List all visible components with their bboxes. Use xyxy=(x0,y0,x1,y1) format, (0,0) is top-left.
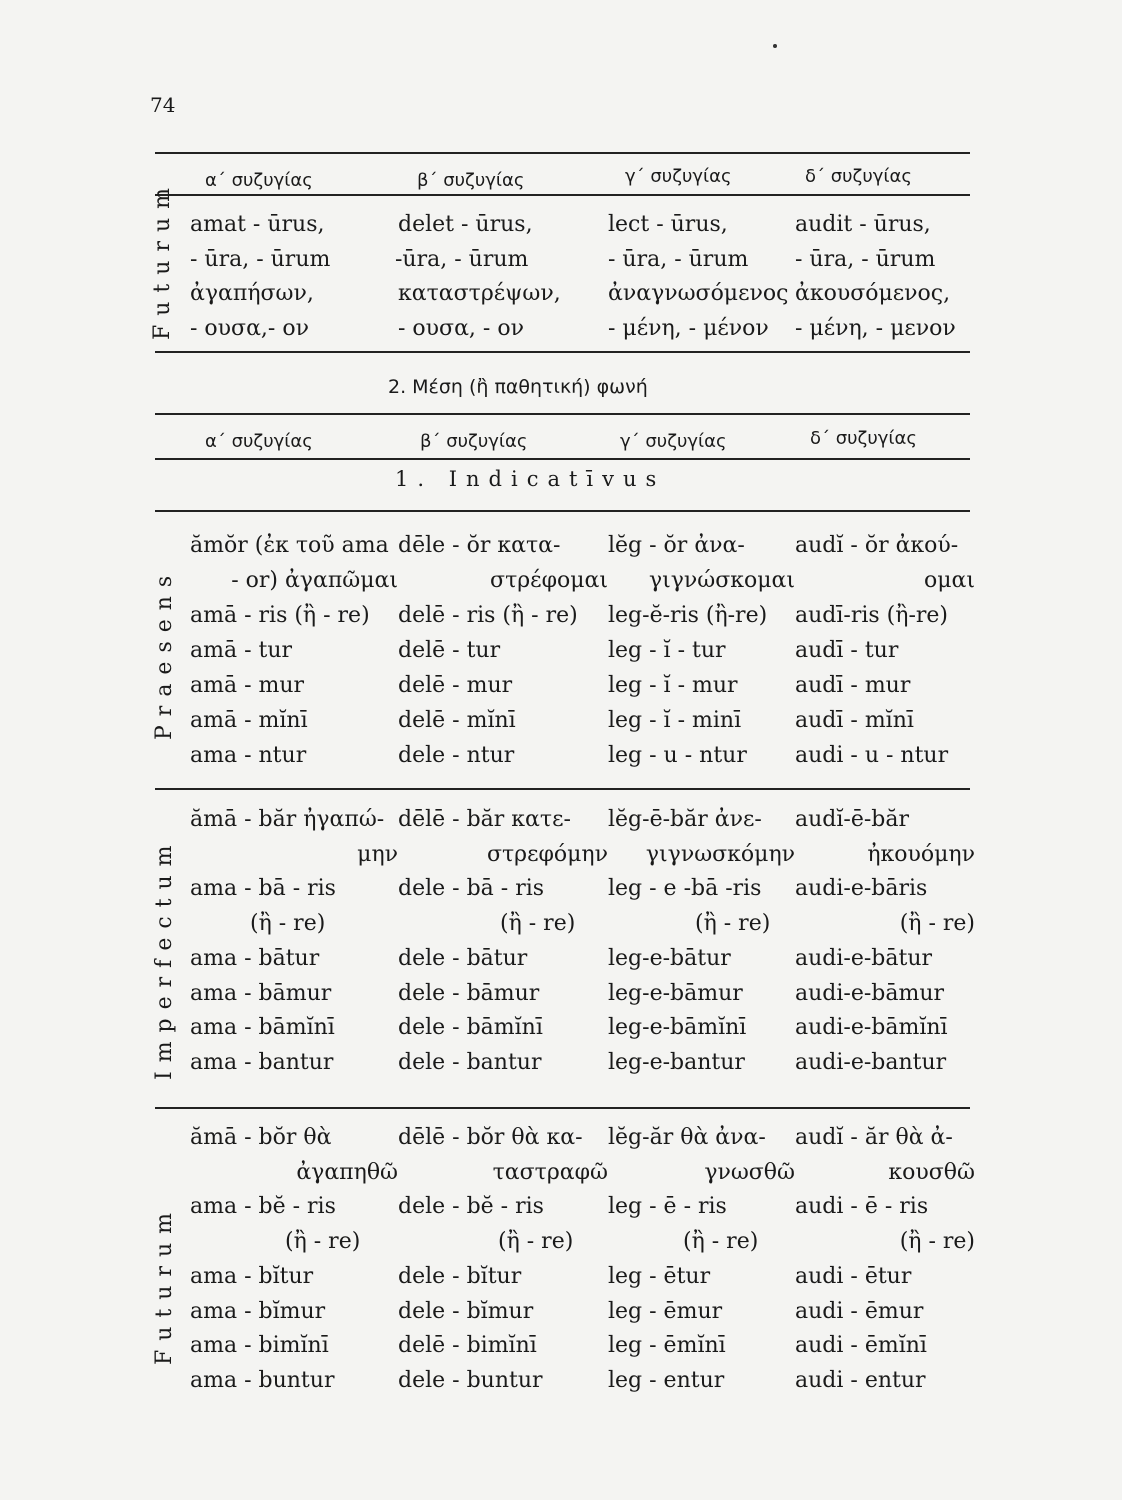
praesens-cell-r1-c2: dēle - ŏr κατα- xyxy=(398,533,561,558)
imperfectum-cell-r3-c2: dele - bā - ris xyxy=(398,876,545,902)
rule-top xyxy=(155,152,970,154)
imperfectum-cell-r1-c1: ămā - băr ἠγαπώ- xyxy=(190,807,385,832)
participle-cell-r1-c1: amat - ūrus, xyxy=(190,212,325,237)
header-col4: δ΄ συζυγίας xyxy=(805,166,912,187)
imperfectum-cell-r8-c3: leg-e-bantur xyxy=(608,1049,745,1075)
scan-speck xyxy=(773,44,777,48)
futurum-cell-r2-c2: ταστραφῶ xyxy=(492,1159,608,1185)
imperfectum-cell-r5-c4: audi-e-bātur xyxy=(795,945,933,971)
praesens-cell-r2-c2: στρέφομαι xyxy=(490,568,608,593)
rule-praesens-bottom xyxy=(155,788,970,790)
futurum-cell-r2-c3: γνωσθῶ xyxy=(704,1159,795,1185)
imperfectum-cell-r2-c1: μην xyxy=(357,841,398,867)
participle-cell-r1-c2: delet - ūrus, xyxy=(398,212,533,237)
imperfectum-cell-r2-c3: γιγνωσκόμην xyxy=(645,841,795,867)
participle-cell-r1-c3: lect - ūrus, xyxy=(608,212,728,237)
tense-label-futurum: Futurum xyxy=(152,1204,177,1365)
participle-cell-r2-c3: - ūra, - ūrum xyxy=(608,246,749,272)
imperfectum-cell-r7-c2: dele - bāmĭnī xyxy=(398,1015,543,1041)
tense-label-participle-futurum: Futurum xyxy=(150,179,175,340)
imperfectum-cell-r8-c1: ama - bantur xyxy=(190,1049,334,1075)
imperfectum-cell-r4-c4: (ἢ - re) xyxy=(899,911,975,937)
imperfectum-cell-r1-c2: dēlē - băr κατε- xyxy=(398,807,571,832)
rule-imperfectum-bottom xyxy=(155,1107,970,1109)
praesens-cell-r3-c3: leg-ĕ-ris (ἢ-re) xyxy=(608,603,768,628)
participle-cell-r4-c2: - ουσα, - ον xyxy=(398,315,524,341)
imperfectum-cell-r3-c1: ama - bā - ris xyxy=(190,876,336,902)
praesens-cell-r5-c2: delē - mur xyxy=(398,673,513,698)
praesens-cell-r5-c4: audī - mur xyxy=(795,673,911,698)
futurum-cell-r7-c2: delē - bimĭnī xyxy=(398,1333,537,1359)
futurum-cell-r6-c1: ama - bĭmur xyxy=(190,1298,326,1324)
futurum-cell-r8-c2: dele - buntur xyxy=(398,1367,543,1393)
praesens-cell-r6-c1: amā - mĭnī xyxy=(190,708,308,733)
imperfectum-cell-r6-c1: ama - bāmur xyxy=(190,980,332,1006)
futurum-cell-r7-c1: ama - bimĭnī xyxy=(190,1333,329,1359)
praesens-cell-r7-c1: ama - ntur xyxy=(190,743,307,768)
page-number: 74 xyxy=(150,93,176,117)
rule-header2-top xyxy=(155,413,970,415)
imperfectum-cell-r7-c1: ama - bāmĭnī xyxy=(190,1015,335,1041)
rule-header-bottom xyxy=(155,194,970,196)
futurum-cell-r3-c4: audi - ē - ris xyxy=(795,1194,929,1220)
tense-label-imperfectum: Imperfectum xyxy=(152,836,177,1080)
futurum-cell-r5-c3: leg - ētur xyxy=(608,1263,711,1289)
futurum-cell-r3-c2: dele - bĕ - ris xyxy=(398,1194,544,1220)
header-col3: γ΄ συζυγίας xyxy=(625,166,732,187)
participle-cell-r2-c2: -ūra, - ūrum xyxy=(395,246,529,272)
imperfectum-cell-r2-c4: ἠκουόμην xyxy=(867,841,975,867)
imperfectum-cell-r5-c1: ama - bātur xyxy=(190,945,320,971)
futurum-cell-r4-c3: (ἢ - re) xyxy=(683,1229,759,1255)
header-col2: β΄ συζυγίας xyxy=(417,170,525,191)
participle-cell-r4-c4: - μένη, - μενον xyxy=(795,315,956,341)
imperfectum-cell-r7-c4: audi-e-bāmĭnī xyxy=(795,1015,948,1041)
participle-cell-r2-c1: - ūra, - ūrum xyxy=(190,246,331,272)
section-title: 2. Μέση (ἢ παθητική) φωνή xyxy=(388,376,648,398)
header2-col4: δ΄ συζυγίας xyxy=(810,428,917,449)
imperfectum-cell-r1-c3: lĕg-ē-băr ἀνε- xyxy=(608,807,762,832)
futurum-cell-r8-c3: leg - entur xyxy=(608,1367,725,1393)
futurum-cell-r3-c3: leg - ē - ris xyxy=(608,1194,727,1220)
futurum-cell-r4-c1: (ἢ - re) xyxy=(285,1229,361,1255)
rule-mood-bottom xyxy=(155,510,970,512)
rule-header2-bottom xyxy=(155,458,970,460)
futurum-cell-r3-c1: ama - bĕ - ris xyxy=(190,1194,336,1220)
praesens-cell-r4-c4: audī - tur xyxy=(795,638,899,663)
imperfectum-cell-r5-c3: leg-e-bātur xyxy=(608,945,731,971)
praesens-cell-r3-c4: audī-ris (ἢ-re) xyxy=(795,603,948,628)
futurum-cell-r5-c2: dele - bĭtur xyxy=(398,1263,522,1289)
imperfectum-cell-r3-c4: audi-e-bāris xyxy=(795,876,928,902)
praesens-cell-r2-c3: γιγνώσκομαι xyxy=(648,568,795,593)
praesens-cell-r2-c4: ομαι xyxy=(923,568,975,593)
imperfectum-cell-r2-c2: στρεφόμην xyxy=(486,841,608,867)
imperfectum-cell-r4-c2: (ἢ - re) xyxy=(500,911,576,937)
futurum-cell-r4-c4: (ἢ - re) xyxy=(899,1229,975,1255)
participle-cell-r3-c4: ἀκουσόμενος, xyxy=(795,281,951,306)
imperfectum-cell-r1-c4: audĭ-ē-băr xyxy=(795,807,910,832)
praesens-cell-r1-c3: lĕg - ŏr ἀνα- xyxy=(608,533,745,558)
praesens-cell-r2-c1: - or) ἀγαπῶμαι xyxy=(231,568,398,593)
praesens-cell-r1-c1: ămŏr (ἐκ τοῦ ama xyxy=(190,533,389,558)
praesens-cell-r6-c3: leg - ĭ - minī xyxy=(608,708,742,733)
imperfectum-cell-r4-c1: (ἢ - re) xyxy=(250,911,326,937)
praesens-cell-r4-c3: leg - ĭ - tur xyxy=(608,638,726,663)
praesens-cell-r7-c4: audi - u - ntur xyxy=(795,743,949,768)
futurum-cell-r1-c3: lĕg-ăr θὰ ἀνα- xyxy=(608,1125,766,1150)
participle-cell-r3-c3: ἀναγνωσόμενος xyxy=(608,281,789,306)
futurum-cell-r5-c1: ama - bĭtur xyxy=(190,1263,314,1289)
futurum-cell-r2-c1: ἀγαπηθῶ xyxy=(296,1159,398,1185)
praesens-cell-r6-c2: delē - mĭnī xyxy=(398,708,516,733)
praesens-cell-r7-c3: leg - u - ntur xyxy=(608,743,747,768)
imperfectum-cell-r4-c3: (ἢ - re) xyxy=(695,911,771,937)
futurum-cell-r1-c2: dēlē - bŏr θὰ κα- xyxy=(398,1125,583,1150)
futurum-cell-r4-c2: (ἢ - re) xyxy=(498,1229,574,1255)
imperfectum-cell-r8-c4: audi-e-bantur xyxy=(795,1049,947,1075)
praesens-cell-r4-c1: amā - tur xyxy=(190,638,293,663)
participle-cell-r4-c3: - μένη, - μένον xyxy=(608,315,769,341)
header-col1: α΄ συζυγίας xyxy=(205,170,313,191)
praesens-cell-r5-c3: leg - ĭ - mur xyxy=(608,673,738,698)
imperfectum-cell-r6-c3: leg-e-bāmur xyxy=(608,980,743,1006)
futurum-cell-r5-c4: audi - ētur xyxy=(795,1263,912,1289)
imperfectum-cell-r8-c2: dele - bantur xyxy=(398,1049,542,1075)
futurum-cell-r2-c4: κουσθῶ xyxy=(888,1159,975,1185)
praesens-cell-r6-c4: audī - mĭnī xyxy=(795,708,914,733)
praesens-cell-r3-c2: delē - ris (ἢ - re) xyxy=(398,603,578,628)
participle-cell-r3-c1: ἀγαπήσων, xyxy=(190,281,314,306)
imperfectum-cell-r3-c3: leg - e -bā -ris xyxy=(608,876,762,902)
tense-label-praesens: Praesens xyxy=(152,566,177,740)
futurum-cell-r1-c4: audĭ - ăr θὰ ἀ- xyxy=(795,1125,953,1150)
mood-title: 1. Indicatīvus xyxy=(395,467,666,491)
imperfectum-cell-r6-c4: audi-e-bāmur xyxy=(795,980,945,1006)
participle-cell-r4-c1: - ουσα,- ον xyxy=(190,315,309,341)
futurum-cell-r6-c4: audi - ēmur xyxy=(795,1298,924,1324)
imperfectum-cell-r6-c2: dele - bāmur xyxy=(398,980,540,1006)
header2-col1: α΄ συζυγίας xyxy=(205,431,313,452)
futurum-cell-r8-c4: audi - entur xyxy=(795,1367,926,1393)
imperfectum-cell-r5-c2: dele - bātur xyxy=(398,945,528,971)
praesens-cell-r1-c4: audĭ - ŏr ἀκού- xyxy=(795,533,959,558)
participle-cell-r2-c4: - ūra, - ūrum xyxy=(795,246,936,272)
futurum-cell-r7-c3: leg - ēmĭnī xyxy=(608,1333,726,1359)
rule-participle-bottom xyxy=(155,351,970,353)
futurum-cell-r7-c4: audi - ēmĭnī xyxy=(795,1333,927,1359)
praesens-cell-r7-c2: dele - ntur xyxy=(398,743,515,768)
futurum-cell-r6-c2: dele - bĭmur xyxy=(398,1298,534,1324)
futurum-cell-r8-c1: ama - buntur xyxy=(190,1367,335,1393)
participle-cell-r1-c4: audit - ūrus, xyxy=(795,212,931,237)
participle-cell-r3-c2: καταστρέψων, xyxy=(398,281,561,306)
praesens-cell-r5-c1: amā - mur xyxy=(190,673,305,698)
header2-col2: β΄ συζυγίας xyxy=(420,431,528,452)
futurum-cell-r1-c1: ămā - bŏr θὰ xyxy=(190,1125,332,1150)
praesens-cell-r4-c2: delē - tur xyxy=(398,638,501,663)
imperfectum-cell-r7-c3: leg-e-bāmĭnī xyxy=(608,1015,747,1041)
futurum-cell-r6-c3: leg - ēmur xyxy=(608,1298,723,1324)
praesens-cell-r3-c1: amā - ris (ἢ - re) xyxy=(190,603,370,628)
header2-col3: γ΄ συζυγίας xyxy=(620,431,727,452)
